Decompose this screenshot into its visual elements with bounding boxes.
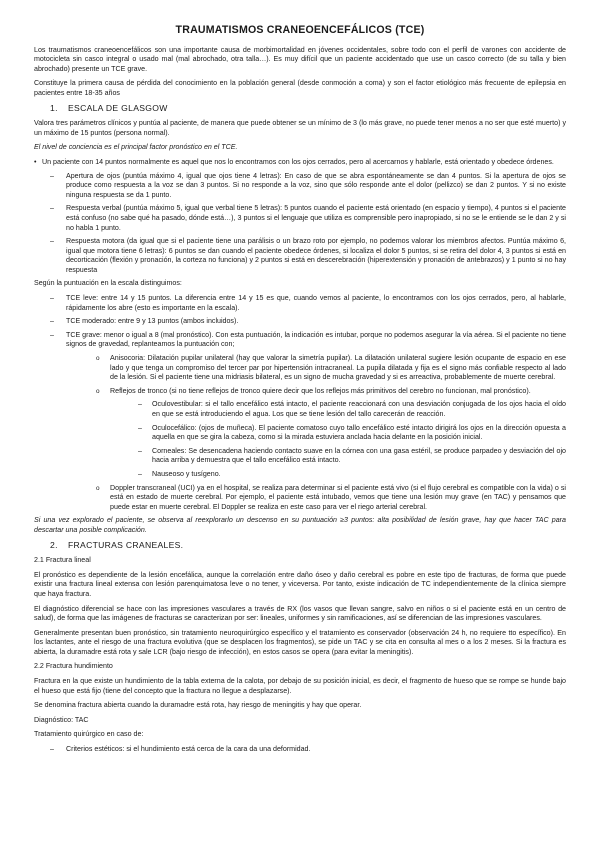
document-title: TRAUMATISMOS CRANEOENCEFÁLICOS (TCE) [175, 24, 425, 36]
section-heading-fracturas [50, 541, 566, 551]
list-item: – Respuesta motora (da igual que si el paciente tiene una parálisis o un brazo roto por ejemplo, no podemos valorar los miembros afectos. Puntúa máximo 6, igual que motora tiene 6 letras): 6 puntos se dan cuando el paciente obedece órdenes, si localiza el dolor 5 puntos, si se retira del dolor 4, 3 puntos si está en decorticación (flexión y pronación, la corteza no funciona) y 2 puntos si está en descerebración (hiperextensión y pronación de antebrazos) y 1 punto si no hay respuesta [34, 237, 566, 275]
paragraph: Se denomina fractura abierta cuando la duramadre está rota, hay riesgo de meningitis y hay que operar. [34, 701, 362, 710]
key-point: El nivel de conciencia es el principal factor pronóstico en el TCE. [34, 143, 238, 152]
intro-paragraph: Los traumatismos craneoencefálicos son una importante causa de morbimortalidad en jóvenes occidentales, sobre todo con el perfil de varones con accidente de motocicleta sin casco integral o usado mal (mal abrochado, otra talla…). Es muy difícil que un paciente accidentado que use un casco correcto (de su talla y bien abrochado) presente un TCE grave. [34, 45, 566, 73]
list-item: – Oculovestibular: si el tallo encefálico está intacto, el paciente reaccionará con una desviación conjugada de los ojos hacia el oído en que se está introduciendo el agua. Los que se tiene lesión del tallo carecerán de reacción. [34, 400, 566, 419]
paragraph: El pronóstico es dependiente de la lesión encefálica, aunque la correlación entre daño óseo y daño cerebral es pobre en este tipo de fracturas, de forma que puede existir una fractura lineal extensa con lesión parenquimatosa leve o no tener, y viceversa. Por tanto, existe indicación de TC independientemente de la clínica siempre que haya fractura. [34, 570, 566, 598]
paragraph: Generalmente presentan buen pronóstico, sin tratamiento neuroquirúrgico específico y el tratamiento es conservador (observación 24 h, no requiere tto específico). En los lactantes, ante el riesgo de una fractura evolutiva (que se desplacen los fragmentos), se pide un TAC y se cita en consulta al mes o a los 2 meses. Si la fractura es abierta, la duramadre está rota y sale LCR (bajo riesgo de infección), en estos casos se opera (para evitar la meningitis). [34, 628, 566, 656]
section-number: 1. [50, 102, 58, 113]
paragraph: Fractura en la que existe un hundimiento de la tabla externa de la calota, por debajo de su posición inicial, es decir, el fragmento de hueso que se rompe se hunde bajo el hueso que está fijo (tiene del concepto que la fractura no llegue a desplazarse). [34, 677, 566, 695]
section-title: FRACTURAS CRANEALES. [68, 539, 184, 550]
section-heading-glasgow [50, 104, 566, 114]
list-item: – TCE moderado: entre 9 y 13 puntos (ambos incluidos). [34, 317, 566, 327]
paragraph: Según la puntuación en la escala distinguimos: [34, 279, 182, 288]
list-item: o Reflejos de tronco (si no tiene reflejos de tronco quiere decir que los reflejos más primitivos del cerebro no funcionan, mal pronóstico). [34, 387, 566, 397]
list-item: o Anisocoria: Dilatación pupilar unilateral (hay que valorar la simetría pupilar). La dilatación unilateral sugiere lesión ocupante de espacio en ese lado y que tenga un compromiso del tercer par por hipertensión intracraneal. La pupila dilatada y fija es el signo más confiable respecto al lado de la lesión. Si el paciente tiene una midriasis bilateral, es un signo de mucha gravedad y si es arreactiva, probablemente de muerte cerebral. [34, 354, 566, 383]
paragraph: El diagnóstico diferencial se hace con las impresiones vasculares a través de RX (los vasos que llevan sangre, salvo en niños o si el paciente está en un centro de salud), de forma que las imágenes de fracturas se caracterizan por ser: lineales, uniformes y sin ramificaciones, así se diferencian de las impresiones vasculares. [34, 604, 566, 623]
glasgow-list [34, 158, 566, 276]
criteria-list [34, 745, 566, 755]
paragraph: Tratamiento quirúrgico en caso de: [34, 730, 144, 739]
list-item: – Oculocefálico: (ojos de muñeca). El paciente comatoso cuyo tallo encefálico esté intacto dirigirá los ojos en la dirección opuesta a aquella en que se gira la cabeza, como si la mirada estuviera anclada hacia delante en la posición inicial. [34, 424, 566, 443]
paragraph: Valora tres parámetros clínicos y puntúa al paciente, de manera que puede obtener se un mínimo de 3 (lo más grave, no puede tener menos a no ser que esté muerto) y un máximo de 15 puntos (persona normal). [34, 119, 566, 137]
list-item: – Nauseoso y tusígeno. [34, 470, 566, 480]
list-item: – Apertura de ojos (puntúa máximo 4, igual que ojos tiene 4 letras): En caso de que se abra espontáneamente se dan 4 puntos. Si la apertura de ojos se produce como respuesta a la voz se dan 3 puntos. Si no responde a la voz, sino que sólo responde ante el dolor (pellizco) se dan 2 puntos. Y si no existe ninguna respuesta se da 1 punto. [34, 172, 566, 201]
section-number: 2. [50, 539, 58, 550]
list-item: – Criterios estéticos: si el hundimiento está cerca de la cara da una deformidad. [34, 745, 566, 755]
intro-paragraph: Constituye la primera causa de pérdida del conocimiento en la población general (desde conmoción a coma) y son el factor etiológico más frecuente de epilepsia en pacientes entre 18-35 años [34, 79, 566, 97]
list-item: – TCE grave: menor o igual a 8 (mal pronóstico). Con esta puntuación, la indicación es intubar, porque no podemos asegurar la vía aérea. Si el paciente no tiene signos de gravedad, replanteamos la puntuación con; [34, 331, 566, 350]
list-item: • Un paciente con 14 puntos normalmente es aquel que nos lo encontramos con los ojos cerrados, pero al acercarnos y hablarle, está orientado y obedece órdenes. [34, 158, 566, 168]
subsection-heading: 2.1 Fractura lineal [34, 556, 91, 565]
severity-list [34, 294, 566, 512]
list-item: – Respuesta verbal (puntúa máximo 5, igual que verbal tiene 5 letras): 5 puntos cuando el paciente está orientado (en espacio y tiempo), 4 puntos si el paciente está confuso (no sabe qué ha pasado, dónde está…), 3 puntos si el lenguaje que utiliza es comprensible pero inapropiado, si no se le entiende se le dan 2 y si no habla 1 punto. [34, 204, 566, 233]
subsection-heading: 2.2 Fractura hundimiento [34, 662, 113, 671]
section-title: ESCALA DE GLASGOW [68, 102, 168, 113]
list-item: – Corneales: Se desencadena haciendo contacto suave en la córnea con una gasa estéril, se produce parpadeo y desviación del ojo hacia arriba y demuestra que el tallo encefálico está intacto. [34, 447, 566, 466]
list-item: o Doppler transcraneal (UCI) ya en el hospital, se realiza para determinar si el paciente está vivo (si el flujo cerebral es compatible con la vida) o si está en estado de muerte cerebral. Por ejemplo, el paciente está intubado, vemos que tiene una lesión muy grave (en TAC) y pensamos que puede estar en muerte cerebral. El Doppler se realiza en este caso para ver el riego arterial cerebral. [34, 484, 566, 513]
list-item: – TCE leve: entre 14 y 15 puntos. La diferencia entre 14 y 15 es que, cuando vemos al paciente, lo encontramos con los ojos cerrados, pero, al hablarle, rápidamente los abre (esto es importante en la escala). [34, 294, 566, 313]
key-point: Si una vez explorado el paciente, se observa al reexplorarlo un descenso en su puntuación ≥3 puntos: alta posibilidad de lesión grave, hay que hacer TAC para descartar una posible complicación. [34, 516, 566, 534]
paragraph: Diagnóstico: TAC [34, 715, 89, 724]
